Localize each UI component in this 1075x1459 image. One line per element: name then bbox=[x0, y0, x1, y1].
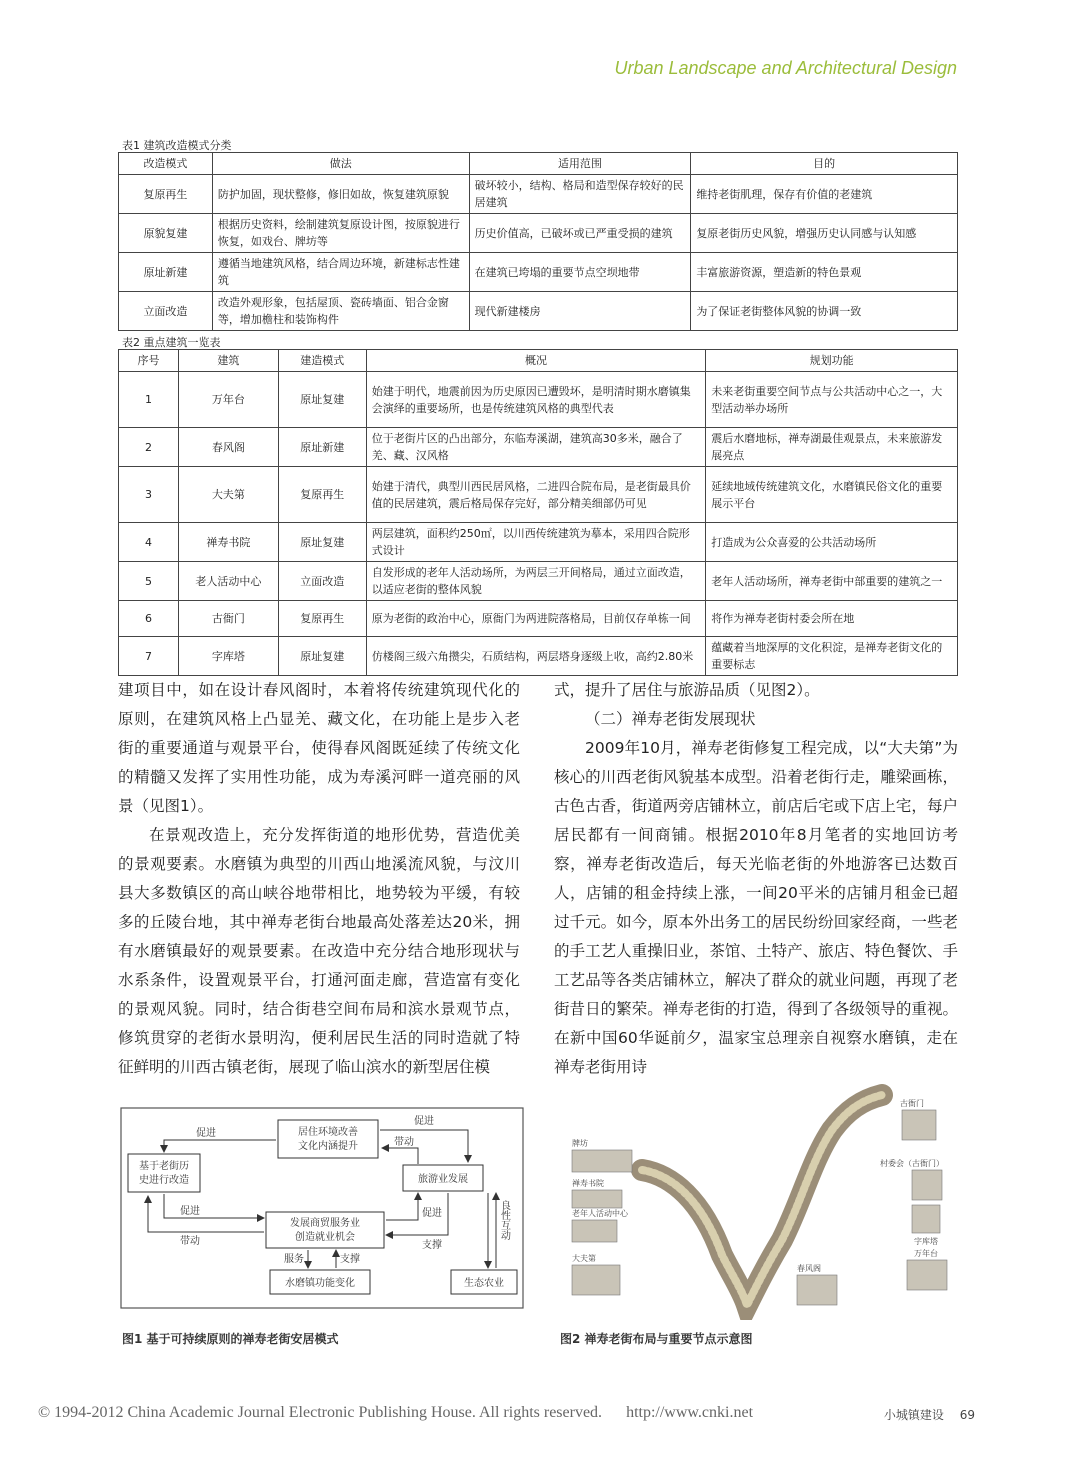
figure2-caption: 图2 禅寿老街布局与重要节点示意图 bbox=[560, 1332, 753, 1346]
svg-text:服务: 服务 bbox=[284, 1254, 304, 1265]
table1-cell: 原貌复建 bbox=[119, 214, 213, 253]
table2-col-header: 序号 bbox=[119, 350, 179, 372]
table2-cell: 5 bbox=[119, 562, 179, 601]
table2-cell: 立面改造 bbox=[278, 562, 366, 601]
table1-cell: 为了保证老街整体风貌的协调一致 bbox=[691, 292, 958, 331]
table2-cell: 7 bbox=[119, 637, 179, 676]
svg-text:良性互动: 良性互动 bbox=[498, 1200, 510, 1240]
svg-text:带动: 带动 bbox=[180, 1236, 200, 1247]
figure1-diagram bbox=[118, 1100, 528, 1315]
table1-cell: 丰富旅游资源，塑造新的特色景观 bbox=[691, 253, 958, 292]
node-tour bbox=[403, 1165, 483, 1191]
table1-cell: 复原老街历史风貌，增强历史认同感与认知感 bbox=[691, 214, 958, 253]
table2-row bbox=[119, 601, 958, 637]
table1-cell: 立面改造 bbox=[119, 292, 213, 331]
table1-cell: 遵循当地建筑风格，结合周边环境，新建标志性建筑 bbox=[212, 253, 469, 292]
table2-cell: 位于老街片区的凸出部分，东临寿溪湖，建筑高30多米，融合了羌、藏、汉风格 bbox=[366, 428, 706, 467]
table2-cell: 原址复建 bbox=[278, 523, 366, 562]
table1-col-header: 目的 bbox=[691, 153, 958, 175]
table2-cell: 两层建筑，面积约250㎡，以川西传统建筑为摹本，采用四合院形式设计 bbox=[366, 523, 706, 562]
table1-cell: 在建筑已垮塌的重要节点空坝地带 bbox=[469, 253, 691, 292]
table2-cell: 将作为禅寿老街村委会所在地 bbox=[706, 601, 958, 637]
node-func bbox=[270, 1270, 370, 1294]
table2-cell: 2 bbox=[119, 428, 179, 467]
table2-cell: 原址新建 bbox=[278, 428, 366, 467]
table1-row bbox=[119, 253, 958, 292]
table2-cell: 老人活动中心 bbox=[178, 562, 278, 601]
table1-cell: 复原再生 bbox=[119, 175, 213, 214]
svg-text:文化内涵提升: 文化内涵提升 bbox=[298, 1141, 358, 1152]
copyright-footer bbox=[38, 1404, 753, 1422]
left-column bbox=[118, 676, 520, 1082]
left-paragraph-2: 在景观改造上，充分发挥街道的地形优势，营造优美的景观要素。水磨镇为典型的川西山地溪流风貌，与汶川县大多数镇区的高山峡谷地带相比，地势较为平缓，有较多的丘陵台地，其中禅寿老街台地最高处落差达20米，拥有水磨镇最好的观景要素。在改造中充分结合地形现状与水系条件，设置观景平台，打通河面走廊，营造富有变化的景观风貌。同时，结合街巷空间布局和滨水景观节点，修筑贯穿的老街水景明沟，便利居民生活的同时造就了特征鲜明的川西古镇老街，展现了临山滨水的新型居住模 bbox=[118, 826, 520, 1076]
svg-text:支撑: 支撑 bbox=[422, 1240, 442, 1251]
table2-col-header: 建筑 bbox=[178, 350, 278, 372]
left-paragraph-1: 建项目中，如在设计春风阁时，本着将传统建筑现代化的原则，在建筑风格上凸显羌、藏文化，在功能上是步入老街的重要通道与观景平台，使得春风阁既延续了传统文化的精髓又发挥了实用性功能，成为寿溪河畔一道亮丽的风景（见图1）。 bbox=[118, 681, 520, 815]
svg-text:促进: 促进 bbox=[414, 1116, 434, 1127]
svg-text:促进: 促进 bbox=[196, 1128, 216, 1139]
table2-cell: 万年台 bbox=[178, 372, 278, 428]
table2-cell: 延续地域传统建筑文化，水磨镇民俗文化的重要展示平台 bbox=[706, 467, 958, 523]
table2-row bbox=[119, 467, 958, 523]
svg-text:支撑: 支撑 bbox=[340, 1254, 360, 1265]
svg-text:万年台: 万年台 bbox=[914, 1249, 938, 1258]
table2-cell: 复原再生 bbox=[278, 601, 366, 637]
table1-row bbox=[119, 175, 958, 214]
table1-caption: 表1 建筑改造模式分类 bbox=[122, 139, 232, 152]
svg-text:村委会（古衙门）: 村委会（古衙门） bbox=[880, 1159, 944, 1168]
right-column bbox=[554, 676, 958, 1082]
table1-col-header: 适用范围 bbox=[469, 153, 691, 175]
svg-text:生态农业: 生态农业 bbox=[464, 1278, 504, 1289]
table2-cell: 自发形成的老年人活动场所，为两层三开间格局，通过立面改造，以适应老街的整体风貌 bbox=[366, 562, 706, 601]
table1-cell: 维持老街肌理，保存有价值的老建筑 bbox=[691, 175, 958, 214]
table2-cell: 禅寿书院 bbox=[178, 523, 278, 562]
table1-cell: 破坏较小，结构、格局和造型保存较好的民居建筑 bbox=[469, 175, 691, 214]
table2-cell: 古衙门 bbox=[178, 601, 278, 637]
svg-text:牌坊: 牌坊 bbox=[572, 1139, 588, 1148]
svg-text:大夫第: 大夫第 bbox=[572, 1254, 596, 1263]
node-eco bbox=[451, 1270, 517, 1294]
table2 bbox=[118, 349, 958, 676]
svg-text:发展商贸服务业: 发展商贸服务业 bbox=[290, 1218, 360, 1229]
table2-cell: 字库塔 bbox=[178, 637, 278, 676]
table2-col-header: 建造模式 bbox=[278, 350, 366, 372]
svg-text:史进行改造: 史进行改造 bbox=[139, 1175, 189, 1186]
table2-cell: 始建于清代，典型川西民居风格，二进四合院布局，是老街最具价值的民居建筑，震后格局保存完好，部分精美细部仍可见 bbox=[366, 467, 706, 523]
table2-cell: 复原再生 bbox=[278, 467, 366, 523]
svg-text:带动: 带动 bbox=[394, 1137, 414, 1148]
table2-cell: 大夫第 bbox=[178, 467, 278, 523]
table2-cell: 原址复建 bbox=[278, 637, 366, 676]
table2-row bbox=[119, 372, 958, 428]
table1-header-row bbox=[119, 153, 958, 175]
table1 bbox=[118, 152, 958, 331]
table1-cell: 根据历史资料，绘制建筑复原设计图，按原貌进行恢复，如戏台、牌坊等 bbox=[212, 214, 469, 253]
cnki-link[interactable]: http://www.cnki.net bbox=[626, 1404, 754, 1421]
page-footer bbox=[884, 1406, 975, 1423]
svg-text:基于老街历: 基于老街历 bbox=[139, 1161, 189, 1172]
table2-cell: 6 bbox=[119, 601, 179, 637]
table1-cell: 历史价值高，已破坏或已严重受损的建筑 bbox=[469, 214, 691, 253]
svg-text:促进: 促进 bbox=[180, 1206, 200, 1217]
table1-col-header: 做法 bbox=[212, 153, 469, 175]
svg-text:居住环境改善: 居住环境改善 bbox=[298, 1127, 358, 1138]
figure1-caption: 图1 基于可持续原则的禅寿老街安居模式 bbox=[122, 1332, 339, 1346]
figure2-map bbox=[562, 1080, 962, 1320]
table2-cell: 蕴藏着当地深厚的文化积淀，是禅寿老街文化的重要标志 bbox=[706, 637, 958, 676]
section-heading: （二）禅寿老街发展现状 bbox=[585, 710, 756, 728]
table2-col-header: 规划功能 bbox=[706, 350, 958, 372]
svg-text:春风阁: 春风阁 bbox=[797, 1264, 821, 1273]
journal-name-cn: 小城镇建设 bbox=[883, 1408, 944, 1422]
table2-row bbox=[119, 523, 958, 562]
svg-text:旅游业发展: 旅游业发展 bbox=[418, 1174, 468, 1185]
svg-text:字库塔: 字库塔 bbox=[914, 1237, 938, 1246]
copyright-text: © 1994-2012 China Academic Journal Electronic Publishing House. All rights reserved. bbox=[38, 1404, 603, 1421]
table2-row bbox=[119, 637, 958, 676]
table2-col-header: 概况 bbox=[366, 350, 706, 372]
table1-cell: 防护加固，现状整修，修旧如故，恢复建筑原貌 bbox=[212, 175, 469, 214]
right-paragraph-2: 2009年10月，禅寿老街修复工程完成，以“大夫第”为核心的川西老街风貌基本成型。沿着老街行走，雕梁画栋，古色古香，街道两旁店铺林立，前店后宅或下店上宅，每户居民都有一间商铺。根据2010年8月笔者的实地回访考察，禅寿老街改造后，每天光临老街的外地游客已达数百人，店铺的租金持续上涨，一间20平米的店铺月租金已超过千元。如今，原本外出务工的居民纷纷回家经商，一些老的手工艺人重操旧业，茶馆、土特产、旅店、特色餐饮、手工艺品等各类店铺林立，解决了群众的就业问题，再现了老街昔日的繁荣。禅寿老街的打造，得到了各级领导的重视。在新中国60华诞前夕，温家宝总理亲自视察水磨镇，走在禅寿老街用诗 bbox=[554, 739, 958, 1076]
table2-row bbox=[119, 428, 958, 467]
svg-text:禅寿书院: 禅寿书院 bbox=[572, 1179, 604, 1188]
table1-row bbox=[119, 292, 958, 331]
table2-cell: 未来老街重要空间节点与公共活动中心之一，大型活动举办场所 bbox=[706, 372, 958, 428]
page-number: 69 bbox=[959, 1408, 975, 1422]
node-biz bbox=[266, 1212, 384, 1248]
table2-cell: 原址复建 bbox=[278, 372, 366, 428]
journal-header: Urban Landscape and Architectural Design bbox=[614, 58, 957, 78]
table1-col-header: 改造模式 bbox=[119, 153, 213, 175]
table1-cell: 原址新建 bbox=[119, 253, 213, 292]
table2-cell: 1 bbox=[119, 372, 179, 428]
table2-header-row bbox=[119, 350, 958, 372]
node-env bbox=[278, 1120, 378, 1158]
table2-cell: 原为老街的政治中心，原衙门为两进院落格局，目前仅存单栋一间 bbox=[366, 601, 706, 637]
table2-cell: 始建于明代，地震前因为历史原因已遭毁坏，是明清时期水磨镇集会演绎的重要场所，也是传统建筑风格的典型代表 bbox=[366, 372, 706, 428]
table2-row bbox=[119, 562, 958, 601]
svg-text:创造就业机会: 创造就业机会 bbox=[295, 1232, 355, 1243]
table2-cell: 打造成为公众喜爱的公共活动场所 bbox=[706, 523, 958, 562]
table2-caption: 表2 重点建筑一览表 bbox=[122, 336, 221, 349]
table2-cell: 春风阁 bbox=[178, 428, 278, 467]
svg-text:促进: 促进 bbox=[422, 1208, 442, 1219]
svg-text:水磨镇功能变化: 水磨镇功能变化 bbox=[285, 1278, 355, 1289]
table1-row bbox=[119, 214, 958, 253]
table2-cell: 震后水磨地标，禅寿湖最佳观景点，未来旅游发展亮点 bbox=[706, 428, 958, 467]
svg-text:老年人活动中心: 老年人活动中心 bbox=[572, 1209, 628, 1218]
svg-text:古衙门: 古衙门 bbox=[900, 1099, 924, 1108]
table1-cell: 现代新建楼房 bbox=[469, 292, 691, 331]
table2-cell: 仿楼阁三级六角攒尖，石质结构，两层塔身逐级上收，高约2.80米 bbox=[366, 637, 706, 676]
table1-cell: 改造外观形象，包括屋顶、瓷砖墙面、铝合金窗等，增加檐柱和装饰构件 bbox=[212, 292, 469, 331]
table2-cell: 老年人活动场所，禅寿老街中部重要的建筑之一 bbox=[706, 562, 958, 601]
right-paragraph-1: 式，提升了居住与旅游品质（见图2）。 bbox=[554, 681, 820, 699]
node-base bbox=[128, 1154, 200, 1192]
table2-cell: 4 bbox=[119, 523, 179, 562]
table2-cell: 3 bbox=[119, 467, 179, 523]
